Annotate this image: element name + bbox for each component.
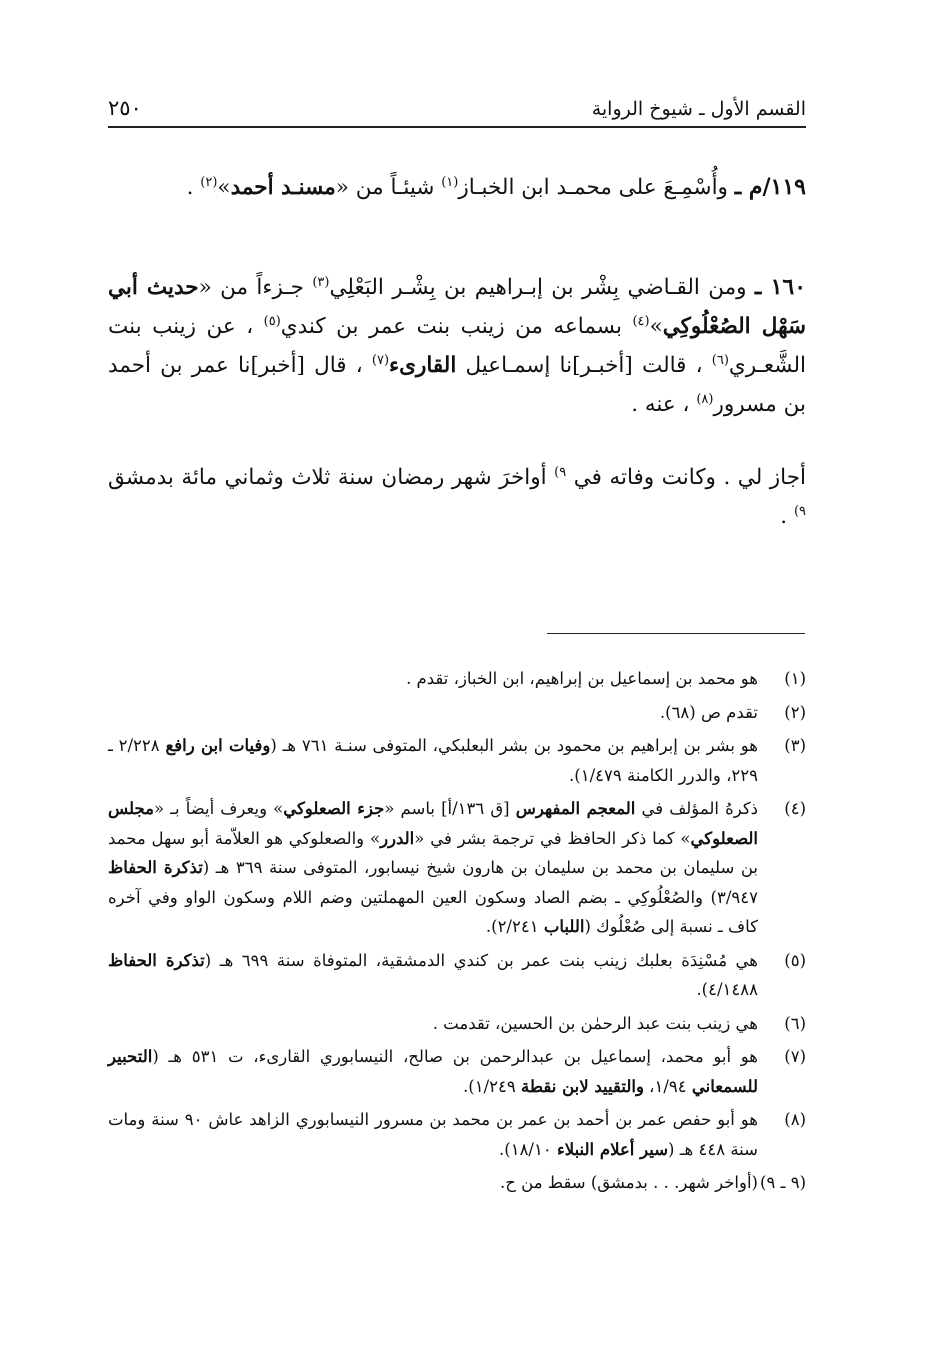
footnote-ref[interactable]: ٩) bbox=[793, 503, 806, 519]
footnote-number: (٤) bbox=[784, 799, 806, 818]
entry-text: بسماعه من زينب بنت عمر بن كندي bbox=[280, 314, 622, 339]
footnote-text: هي مُسْنِدَة بعلبك زينب بنت عمر بن كندي الدمشقية، المتوفاة سنة ٦٩٩ هـ (تذكرة الحفاظ ٤/١٤٨٨). bbox=[108, 950, 759, 999]
footnote-number: (٦) bbox=[784, 1013, 806, 1033]
book-title: حديث أبي سَهْل الصُعْلُوكِي bbox=[108, 275, 806, 339]
footnote-number: (١) bbox=[784, 669, 806, 688]
source-title: سير أعلام النبلاء bbox=[556, 1139, 669, 1159]
entry-text: » bbox=[649, 314, 663, 339]
footnote-4 bbox=[108, 794, 806, 942]
source-title: والتقييد لابن نقطة bbox=[521, 1076, 644, 1096]
footnote-separator bbox=[547, 633, 805, 634]
entry-text: ومن القـاضي بِشْر بن إبـراهيم بن بِشْـر البَعْلِي bbox=[329, 275, 747, 300]
footnotes bbox=[108, 664, 806, 1202]
page-header bbox=[108, 86, 806, 128]
footnote-2 bbox=[108, 698, 806, 728]
entry-160 bbox=[108, 268, 806, 424]
footnote-number: (٧) bbox=[784, 1047, 806, 1066]
footnote-text: (أواخر شهر. . . بدمشق) سقط من ح. bbox=[500, 1173, 758, 1192]
entry-text: ، عن زينب بنت الشَّعـري bbox=[108, 314, 806, 378]
entry-text: . bbox=[186, 175, 194, 200]
source-title: جزء الصعلوكي bbox=[283, 799, 385, 818]
note-text: أجاز لي . وكانت وفاته في bbox=[573, 465, 806, 490]
person-name: القارىء bbox=[389, 353, 457, 378]
entry-number: ١٦٠ ـ bbox=[754, 274, 807, 300]
footnote-number: (٣) bbox=[784, 736, 806, 755]
footnote-ref[interactable]: ٩) bbox=[554, 464, 567, 480]
entry-text: وأُسْمِـعَ على محمـد ابن الخبـاز bbox=[458, 175, 728, 200]
book-title: مسنـد أحمد bbox=[230, 175, 336, 200]
footnote-7 bbox=[108, 1042, 806, 1101]
footnote-3 bbox=[108, 731, 806, 790]
entry-text: شيئـاً من « bbox=[335, 175, 435, 200]
footnote-ref[interactable]: (٢) bbox=[200, 174, 218, 190]
footnote-number: (٩ ـ ٩) bbox=[760, 1173, 806, 1192]
footnote-5 bbox=[108, 946, 806, 1005]
source-title: مجلس الصعلوكي bbox=[108, 799, 758, 848]
page-number: ٢٥٠ bbox=[108, 96, 142, 120]
note-text: . bbox=[780, 504, 788, 529]
footnote-number: (٢) bbox=[784, 702, 806, 722]
source-title: وفيات ابن رافع bbox=[165, 736, 271, 755]
footnote-ref[interactable]: (٨) bbox=[696, 391, 714, 407]
footnote-9 bbox=[108, 1168, 806, 1198]
entry-text: ، عنه . bbox=[631, 392, 690, 417]
footnote-ref[interactable]: (٣) bbox=[312, 274, 330, 290]
death-note bbox=[108, 458, 806, 536]
footnote-ref[interactable]: (٥) bbox=[263, 313, 281, 329]
footnote-ref[interactable]: (٦) bbox=[711, 352, 729, 368]
note-text: أواخرَ شهر رمضان سنة ثلاث وثماني مائة بدمشق bbox=[108, 465, 547, 490]
source-title: اللباب bbox=[543, 917, 585, 936]
source-title: الدرر bbox=[380, 828, 415, 848]
entry-number: ١١٩/م ـ bbox=[734, 174, 806, 200]
entry-text: ، قالت [أخبـر]نا إسمـاعيل bbox=[465, 353, 703, 378]
footnote-text: هي زينب بنت عبد الرحمٰن بن الحسين، تقدمت . bbox=[432, 1013, 758, 1033]
entry-text: جـزءاً من « bbox=[198, 275, 304, 300]
footnote-ref[interactable]: (٧) bbox=[371, 352, 390, 368]
footnote-ref[interactable]: (٤) bbox=[632, 313, 650, 329]
footnote-text: ذكرهُ المؤلف في المعجم المفهرس [ق ١٣٦/أ] باسم «جزء الصعلوكي» ويعرف أيضاً بـ «مجلس الصعلوكي» كما ذكر الحافظ في ترجمة بشر في «الدرر» والصعلوكي هو العلاّمة أبو سهل محمد بن سليمان بن محمد بن سليمان بن هارون شيخ نيسابور، المتوفى سنة ٣٦٩ هـ (تذكرة الحفاظ ٣/٩٤٧) والصُعْلُوكِي ـ بضم الصاد وسكون العين المهملتين وضم اللام وسكون الواو وفي آخره كاف ـ نسبة إلى صُعْلُوك (اللباب ٢/٢٤١). bbox=[108, 799, 759, 936]
entry-119 bbox=[108, 168, 806, 207]
footnote-number: (٥) bbox=[784, 950, 806, 970]
footnote-1 bbox=[108, 664, 806, 694]
source-title: المعجم المفهرس bbox=[515, 799, 636, 818]
footnote-text: هو أبو حفص عمر بن أحمد بن عمر بن محمد بن مسرور النيسابوري الزاهد عاش ٩٠ سنة ومات سنة ٤٤٨ هـ (سير أعلام النبلاء ١٨/١٠). bbox=[108, 1110, 758, 1159]
source-title: التحبير للسمعاني bbox=[108, 1047, 758, 1096]
footnote-text: تقدم ص (٦٨). bbox=[659, 702, 758, 722]
footnote-text: هو أبو محمد، إسماعيل بن عبدالرحمن بن صالح، النيسابوري القارىء، ت ٥٣١ هـ (التحبير للسمعاني ١/٩٤، والتقييد لابن نقطة ١/٢٤٩). bbox=[108, 1047, 759, 1096]
footnote-ref[interactable]: (١) bbox=[441, 174, 459, 190]
footnote-8 bbox=[108, 1105, 806, 1164]
entry-text: » bbox=[217, 175, 231, 200]
footnote-text: هو بشر بن إبراهيم بن محمود بن بشر البعلبكي، المتوفى سنـة ٧٦١ هـ (وفيات ابن رافع ٢/٢٢٨ ـ ٢٢٩، والدرر الكامنة ١/٤٧٩). bbox=[108, 736, 758, 785]
footnote-6 bbox=[108, 1009, 806, 1039]
source-title: تذكرة الحفاظ bbox=[108, 858, 203, 877]
footnote-number: (٨) bbox=[784, 1110, 806, 1129]
footnote-text: هو محمد بن إسماعيل بن إبراهيم، ابن الخباز، تقدم . bbox=[406, 669, 758, 688]
entry-text: ، قال [أخبر]نا عمر بن أحمد بن مسرور bbox=[108, 353, 806, 417]
running-title: القسم الأول ـ شيوخ الرواية bbox=[591, 98, 806, 120]
source-title: تذكرة الحفاظ bbox=[108, 950, 205, 970]
